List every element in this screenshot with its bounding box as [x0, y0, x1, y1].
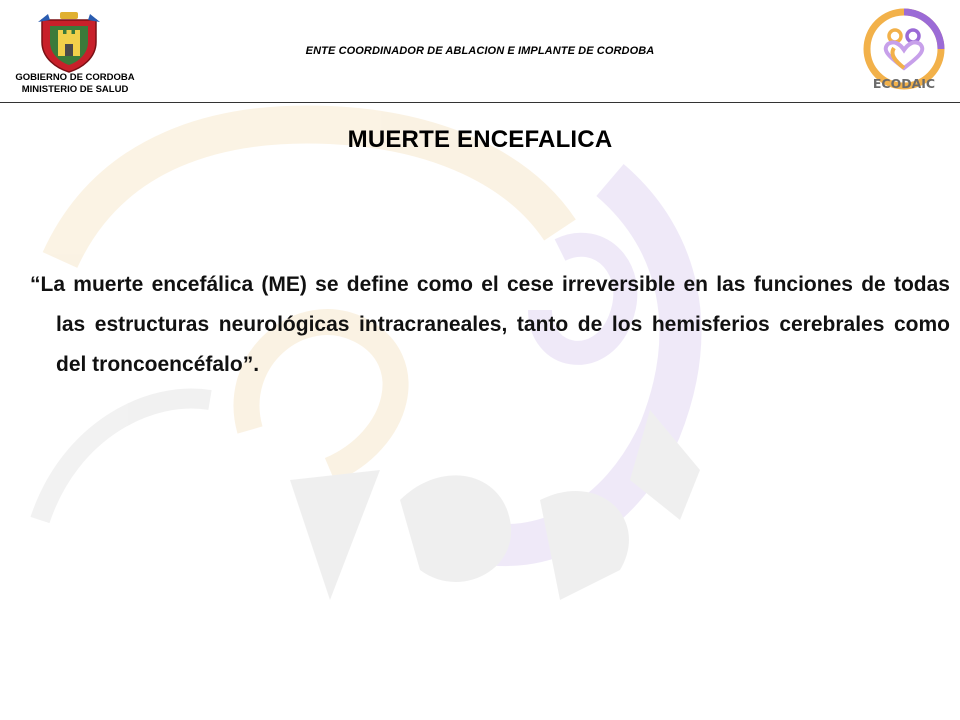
government-name: GOBIERNO DE CORDOBA [15, 72, 135, 83]
ecodaic-logo [858, 8, 950, 94]
coat-of-arms-icon [36, 12, 102, 74]
header-title: ENTE COORDINADOR DE ABLACION E IMPLANTE DE CORDOBA [305, 45, 655, 57]
ecodaic-wordmark: ECODAIC [872, 76, 936, 91]
government-label [4, 72, 146, 96]
definition-quote: “La muerte encefálica (ME) se define como el cese irreversible en las funciones de todas las estructuras neurológicas intracraneales, tanto de los hemisferios cerebrales como del troncoencéfalo”. [30, 273, 950, 376]
ministry-name: MINISTERIO DE SALUD [21, 84, 129, 95]
header-divider [0, 102, 960, 103]
page-title: MUERTE ENCEFALICA [347, 126, 613, 153]
